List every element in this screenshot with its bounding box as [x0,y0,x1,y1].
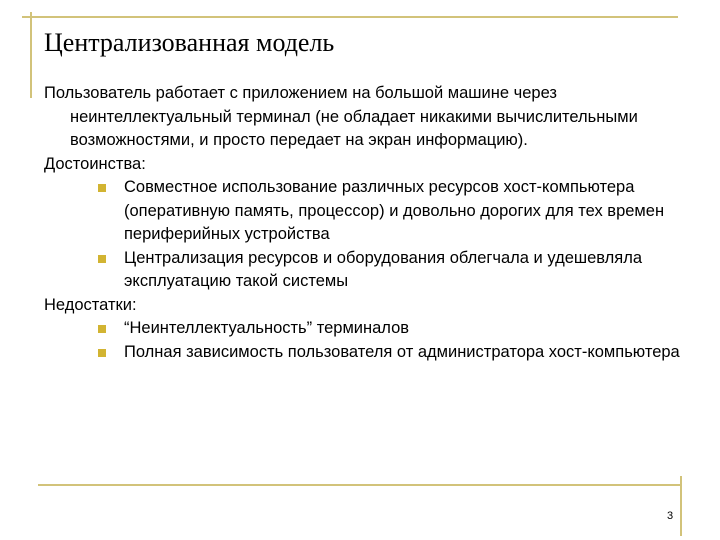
square-bullet-icon [98,349,106,357]
left-accent-line [30,12,32,98]
disadvantages-heading: Недостатки: [44,295,137,314]
square-bullet-icon [98,184,106,192]
advantage-text: Совместное использование различных ресурсов хост-компьютера (оперативную память, процессор) и довольно дорогих для тех времен периферийных устройства [124,178,665,243]
intro-paragraph: Пользователь работает с приложением на большой машине через неинтеллектуальный терминал (не обладает никакими вычислительными возможностями, и просто передает на экран информацию). [44,84,638,149]
disadvantage-text: Полная зависимость пользователя от администратора хост-компьютера [124,342,680,361]
advantages-heading: Достоинства: [44,154,146,173]
list-item [44,176,684,247]
square-bullet-icon [98,255,106,263]
slide-title: Централизованная модель [44,28,335,57]
square-bullet-icon [98,325,106,333]
list-item [44,341,684,365]
top-divider [22,16,678,18]
slide-body [44,82,684,364]
list-item [44,247,684,294]
disadvantage-text: “Неинтеллектуальность” терминалов [124,319,410,337]
advantage-text: Централизация ресурсов и оборудования облегчала и удешевляла эксплуатацию такой системы [124,248,643,290]
list-item [44,317,684,341]
page-number: 3 [667,510,674,522]
bottom-accent-line [680,476,682,536]
bottom-divider [38,484,682,486]
